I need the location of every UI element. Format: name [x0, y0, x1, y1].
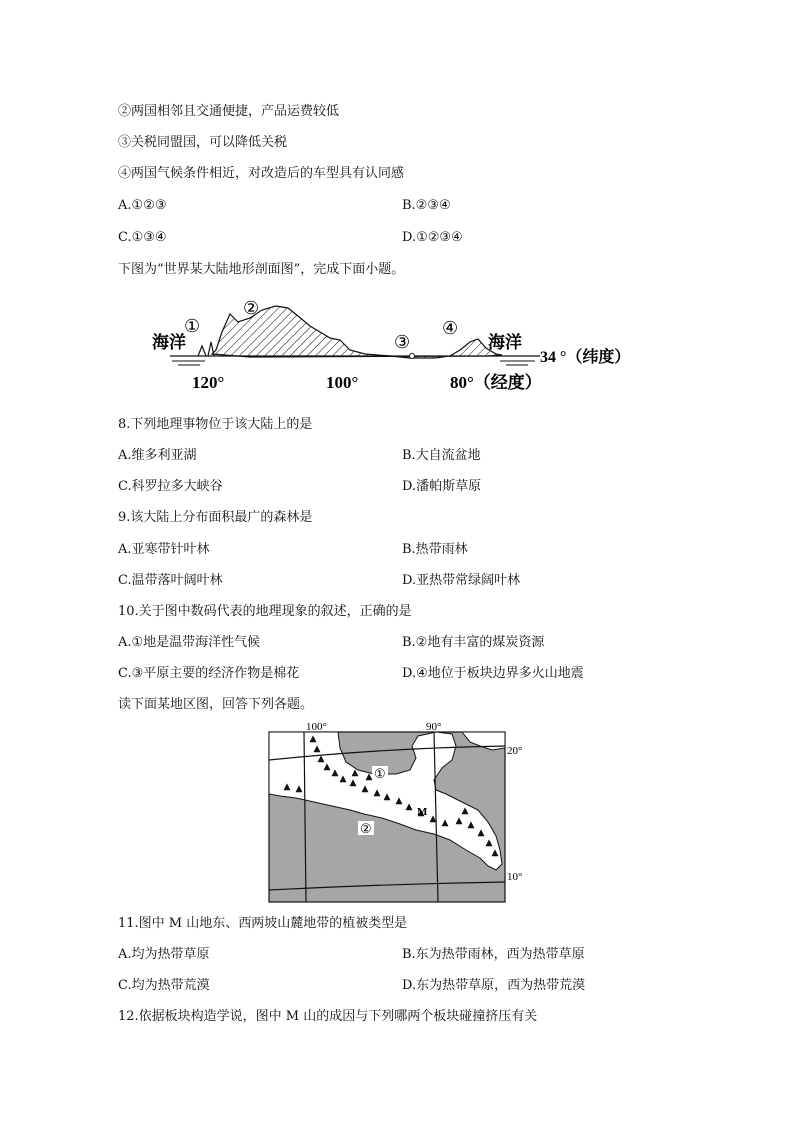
lon-120-label: 120° [192, 373, 225, 392]
q7-option-b[interactable]: B.②③④ [402, 198, 451, 213]
q11-stem: 11.图中 M 山地东、西两坡山麓地带的植被类型是 [118, 916, 408, 931]
q10-option-b[interactable]: B.②地有丰富的煤炭资源 [402, 635, 545, 650]
q9-option-c[interactable]: C.温带落叶阔叶林 [118, 573, 223, 588]
profile-marker-4: ④ [442, 318, 459, 338]
q9-stem: 9.该大陆上分布面积最广的森林是 [118, 510, 313, 525]
map-label-m: M [417, 806, 428, 818]
q7-option-a[interactable]: A.①②③ [118, 198, 167, 213]
q10-stem: 10.关于图中数码代表的地理现象的叙述，正确的是 [118, 604, 412, 619]
left-ocean-waves [172, 361, 205, 365]
q8-option-c[interactable]: C.科罗拉多大峡谷 [118, 479, 223, 494]
left-ocean-label: 海洋 [152, 333, 186, 352]
q7-option-d[interactable]: D.①②③④ [402, 230, 463, 245]
statement-4: ④两国气候条件相近，对改造后的车型具有认同感 [118, 166, 405, 181]
statement-2: ②两国相邻且交通便捷，产品运费较低 [118, 104, 340, 119]
map-intro: 读下面某地区图，回答下列各题。 [118, 697, 314, 712]
q11-option-c[interactable]: C.均为热带荒漠 [118, 978, 210, 993]
right-ocean-label: 海洋 [488, 333, 522, 352]
q10-option-c[interactable]: C.③平原主要的经济作物是棉花 [118, 666, 300, 681]
q8-option-a[interactable]: A.维多利亚湖 [118, 448, 197, 463]
q11-option-d[interactable]: D.东为热带草原，西为热带荒漠 [402, 978, 586, 993]
lon-100-label: 100° [326, 373, 359, 392]
q10-option-d[interactable]: D.④地位于板块边界多火山地震 [402, 666, 584, 681]
statement-3: ③关税同盟国，可以降低关税 [118, 135, 288, 150]
map-lon-100: 100° [306, 721, 327, 733]
map-lat-20: 20° [507, 745, 523, 757]
q10-option-a[interactable]: A.①地是温带海洋性气候 [118, 635, 261, 650]
map-lon-90: 90° [426, 721, 442, 733]
q9-option-d[interactable]: D.亚热带常绿阔叶林 [402, 573, 521, 588]
lon-80-label: 80°（经度） [450, 373, 542, 392]
region-map-figure [266, 718, 536, 904]
plain-marker [410, 354, 415, 359]
profile-intro: 下图为“世界某大陆地形剖面图”，完成下面小题。 [118, 262, 405, 277]
q8-option-d[interactable]: D.潘帕斯草原 [402, 479, 482, 494]
map-marker-1: ① [374, 766, 386, 781]
map-lat-10: 10° [507, 871, 523, 883]
profile-marker-3: ③ [394, 332, 411, 352]
profile-marker-2: ② [243, 298, 260, 318]
q11-option-a[interactable]: A.均为热带草原 [118, 947, 210, 962]
q11-option-b[interactable]: B.东为热带雨林，西为热带草原 [402, 947, 585, 962]
q9-option-a[interactable]: A.亚寒带针叶林 [118, 542, 210, 557]
q7-option-c[interactable]: C.①③④ [118, 230, 167, 245]
right-ocean-waves [500, 361, 535, 365]
q12-stem: 12.依据板块构造学说，图中 M 山的成因与下列哪两个板块碰撞挤压有关 [118, 1009, 538, 1024]
q9-option-b[interactable]: B.热带雨林 [402, 542, 468, 557]
profile-marker-1: ① [184, 316, 201, 336]
q8-stem: 8.下列地理事物位于该大陆上的是 [118, 417, 313, 432]
q8-option-b[interactable]: B.大自流盆地 [402, 448, 481, 463]
terrain-profile-figure [150, 292, 650, 398]
map-marker-2: ② [360, 821, 372, 836]
lat-34-label: 34 °（纬度） [540, 349, 631, 366]
